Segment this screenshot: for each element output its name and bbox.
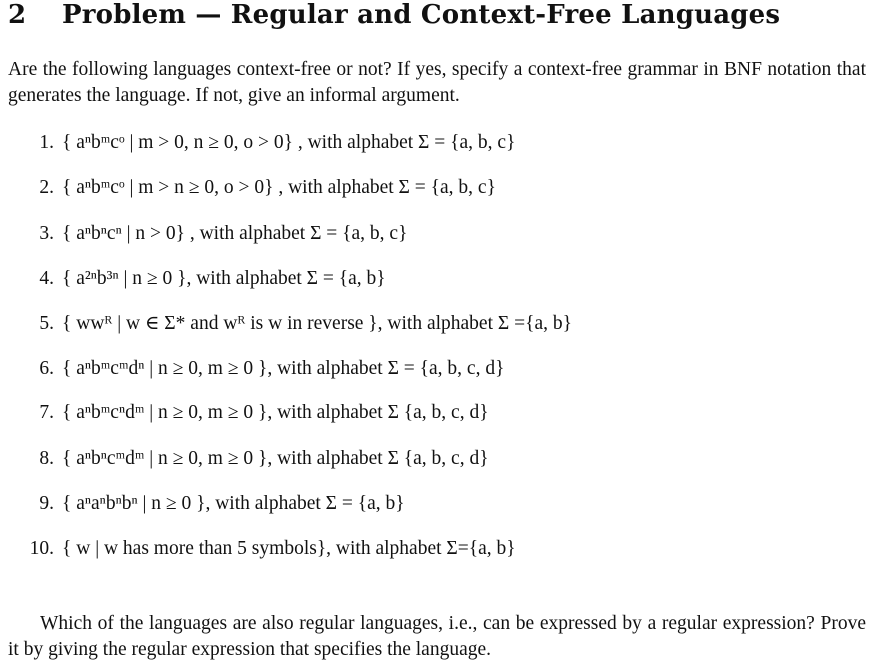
- item-number: 7.: [39, 402, 54, 423]
- intro-paragraph: Are the following languages context-free or not? If yes, specify a context-free grammar in BNF notation that generates the language. If not, give an informal argument.: [8, 59, 866, 106]
- list-item: [0, 173, 496, 203]
- item-text: { aⁿbᵐcᵐdⁿ | n ≥ 0, m ≥ 0 }, with alphabet Σ = {a, b, c, d}: [62, 358, 505, 379]
- item-text: { aⁿaⁿbⁿbⁿ | n ≥ 0 }, with alphabet Σ = {a, b}: [62, 493, 405, 514]
- section-number: 2: [8, 0, 27, 30]
- item-text: { aⁿbᵐcᵒ | m > 0, n ≥ 0, o > 0} , with alphabet Σ = {a, b, c}: [62, 132, 516, 153]
- list-item: [0, 264, 386, 294]
- list-item: [0, 128, 515, 158]
- item-text: { aⁿbⁿcⁿ | n > 0} , with alphabet Σ = {a, b, c}: [62, 223, 408, 244]
- item-number: 10.: [29, 538, 54, 559]
- list-item: [0, 444, 489, 474]
- list-item: [0, 489, 405, 519]
- item-number: 8.: [39, 448, 54, 469]
- item-number: 5.: [39, 313, 54, 334]
- list-item: [0, 219, 407, 249]
- item-text: { a²ⁿb³ⁿ | n ≥ 0 }, with alphabet Σ = {a, b}: [62, 268, 386, 289]
- item-text: { aⁿbᵐcⁿdᵐ | n ≥ 0, m ≥ 0 }, with alphabet Σ {a, b, c, d}: [62, 402, 489, 423]
- section-title: Problem — Regular and Context-Free Languages: [62, 0, 781, 30]
- item-text: { wwᴿ | w ∈ Σ* and wᴿ is w in reverse }, with alphabet Σ ={a, b}: [62, 313, 572, 334]
- item-text: { w | w has more than 5 symbols}, with alphabet Σ={a, b}: [62, 538, 516, 559]
- item-text: { aⁿbᵐcᵒ | m > n ≥ 0, o > 0} , with alphabet Σ = {a, b, c}: [62, 177, 496, 198]
- item-number: 6.: [39, 358, 54, 379]
- section-heading: [8, 0, 780, 30]
- list-item: [0, 398, 489, 428]
- item-number: 9.: [39, 493, 54, 514]
- item-number: 3.: [39, 223, 54, 244]
- item-number: 2.: [39, 177, 54, 198]
- item-number: 4.: [39, 268, 54, 289]
- list-item: [0, 354, 504, 384]
- list-item: [0, 534, 516, 564]
- list-item: [0, 309, 572, 339]
- item-number: 1.: [39, 132, 54, 153]
- item-text: { aⁿbⁿcᵐdᵐ | n ≥ 0, m ≥ 0 }, with alphabet Σ {a, b, c, d}: [62, 448, 489, 469]
- outro-paragraph: Which of the languages are also regular languages, i.e., can be expressed by a regular expression? Prove it by giving the regular expression that specifies the language.: [8, 613, 866, 660]
